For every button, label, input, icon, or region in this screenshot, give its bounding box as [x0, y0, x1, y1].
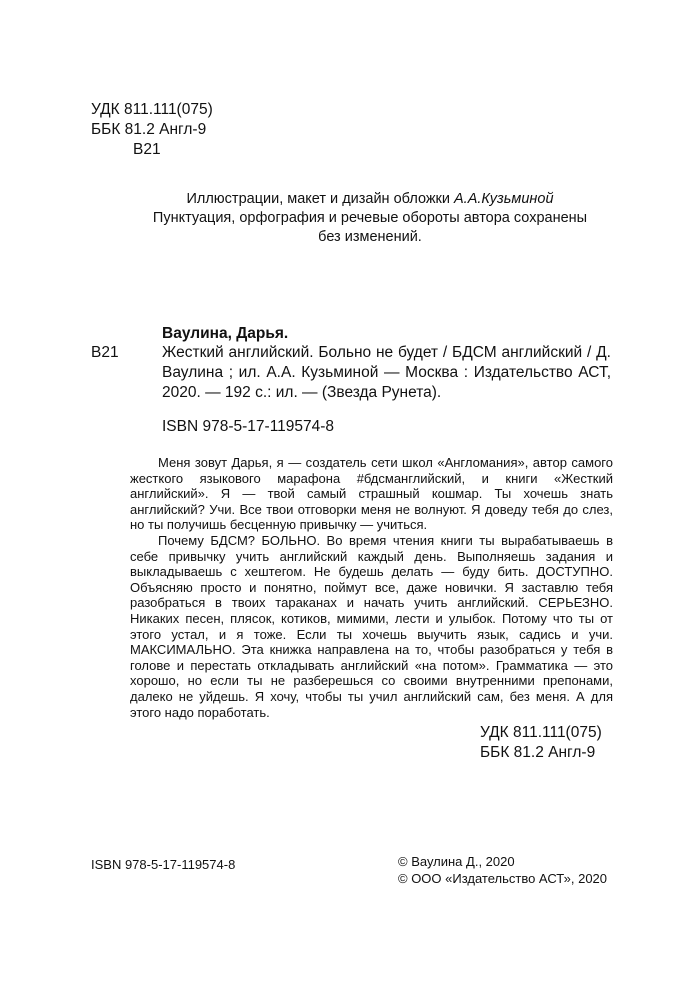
editorial-note-line2: без изменений.	[318, 229, 422, 245]
udk-code: УДК 811.111(075)	[91, 101, 213, 118]
copyright-block	[398, 853, 607, 887]
udk-code-right: УДК 811.111(075)	[480, 724, 602, 741]
isbn-catalog: ISBN 978-5-17-119574-8	[162, 418, 335, 435]
copyright-author: © Ваулина Д., 2020	[398, 854, 515, 869]
illustration-credit	[100, 190, 640, 209]
annotation-paragraph-2: Почему БДСМ? БОЛЬНО. Во время чтения книги ты вырабатываешь в себе привычку учить английский каждый день. Выполняешь задания и выкладываешь с хештегом. Не будешь делать — буду бить. ДОСТУПНО. Объясняю просто и понятно, поймут все, даже новички. Я заставлю тебя разобраться в твоих тараканах и начать учить английский. СЕРЬЕЗНО. Никаких песен, плясок, котиков, мимими, лести и улыбок. Потому что ты от этого устал, и я тоже. Если ты хочешь выучить язык, садись и учи. МАКСИМАЛЬНО. Эта книжка направлена на то, чтобы разобраться у тебя в голове и перестать откладывать английский «на потом». Грамматика — это хорошо, но если ты не разберешься со своими внутренними препонами, далеко не уйдешь. Я хочу, чтобы ты учил английский сам, без меня. А для этого надо поработать.	[130, 532, 613, 720]
illustration-credit-prefix: Иллюстрации, макет и дизайн обложки	[186, 191, 455, 207]
top-classification-codes	[91, 100, 213, 160]
annotation	[130, 455, 613, 720]
editorial-note-line1: Пунктуация, орфография и речевые обороты автора сохранены	[152, 210, 588, 226]
credits-block	[100, 190, 640, 247]
isbn-footer: ISBN 978-5-17-119574-8	[91, 857, 236, 872]
catalog-author: Ваулина, Дарья.	[162, 325, 289, 342]
illustrator-name: А.А.Кузьминой	[454, 191, 554, 207]
catalog-author-mark: В21	[91, 344, 119, 361]
right-classification-codes	[480, 723, 602, 763]
annotation-paragraph-1: Меня зовут Дарья, я — создатель сети школ «Англомания», автор самого жесткого языкового марафона #бдсманглийский, и книги «Жесткий английский». Я — твой самый страшный кошмар. Ты хочешь знать английский? Учи. Все твои отговорки меня не волнуют. Я доведу тебя до слез, но ты получишь бесценную привычку — учиться.	[130, 455, 613, 533]
catalog-entry	[91, 343, 611, 403]
copyright-publisher: © ООО «Издательство АСТ», 2020	[398, 871, 608, 886]
bbk-code-right: ББК 81.2 Англ-9	[480, 744, 596, 761]
bbk-code: ББК 81.2 Англ-9	[91, 121, 207, 138]
author-mark: В21	[133, 141, 161, 158]
catalog-description: Жесткий английский. Больно не будет / БДСМ английский / Д. Ваулина ; ил. А.А. Кузьминой — Москва : Издательство АСТ, 2020. — 192 с.: ил. — (Звезда Рунета).	[162, 344, 611, 401]
